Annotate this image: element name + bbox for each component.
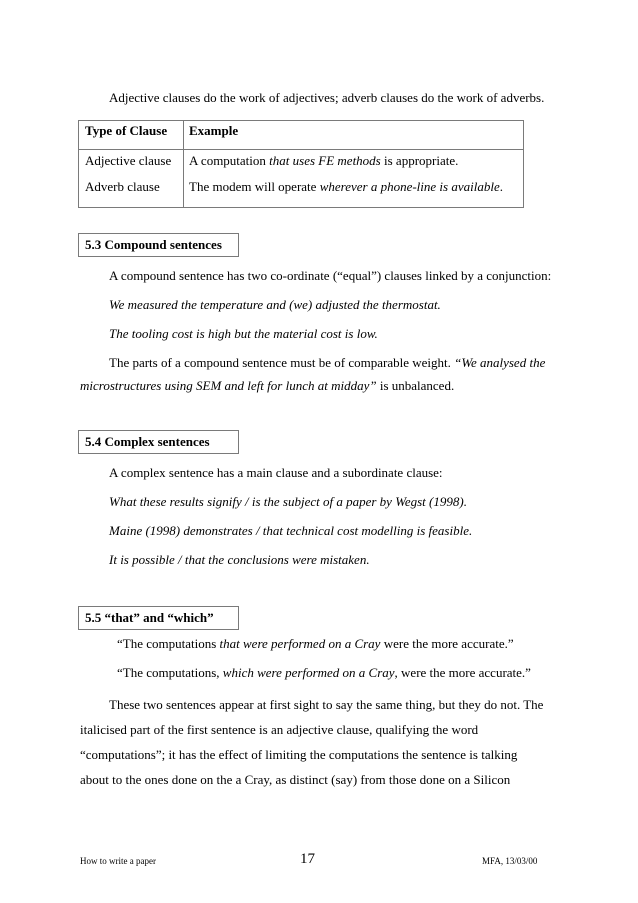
table-cell-example: The modem will operate wherever a phone-line is available.	[189, 179, 503, 194]
paragraph-line: “computations”; it has the effect of limiting the computations the sentence is talking	[80, 747, 518, 762]
intro-text: Adjective clauses do the work of adjectives; adverb clauses do the work of adverbs.	[109, 90, 545, 105]
table-column-divider	[183, 121, 184, 207]
table-header-divider	[79, 149, 523, 150]
table-cell-example: A computation that uses FE methods is appropriate.	[189, 153, 459, 168]
paragraph-line: about to the ones done on the a Cray, as distinct (say) from those done on a Silicon	[80, 772, 511, 787]
table-header-example: Example	[189, 123, 239, 138]
section-heading-5-5: 5.5 “that” and “which”	[78, 606, 239, 630]
example-sentence: We measured the temperature and (we) adjusted the thermostat.	[109, 297, 441, 312]
section-heading-5-4: 5.4 Complex sentences	[78, 430, 239, 454]
table-cell-type: Adverb clause	[85, 179, 160, 194]
footer-author-date: MFA, 13/03/00	[482, 856, 538, 866]
paragraph-line: microstructures using SEM and left for lunch at midday” is unbalanced.	[80, 378, 455, 393]
quoted-sentence: “The computations that were performed on a Cray were the more accurate.”	[117, 636, 514, 651]
page-number: 17	[300, 851, 315, 867]
example-sentence: Maine (1998) demonstrates / that technical cost modelling is feasible.	[109, 523, 473, 538]
table-header-type: Type of Clause	[85, 123, 168, 138]
clause-table	[78, 120, 524, 208]
footer-title: How to write a paper	[80, 856, 156, 866]
example-sentence: It is possible / that the conclusions were mistaken.	[109, 552, 370, 567]
section-heading-5-3: 5.3 Compound sentences	[78, 233, 239, 257]
table-cell-type: Adjective clause	[85, 153, 172, 168]
quoted-sentence: “The computations, which were performed on a Cray, were the more accurate.”	[117, 665, 531, 680]
paragraph-line: A complex sentence has a main clause and a subordinate clause:	[109, 465, 443, 480]
paragraph-line: The parts of a compound sentence must be of comparable weight. “We analysed the	[109, 355, 546, 370]
paragraph-line: These two sentences appear at first sight to say the same thing, but they do not. The	[109, 697, 544, 712]
example-sentence: What these results signify / is the subject of a paper by Wegst (1998).	[109, 494, 467, 509]
example-sentence: The tooling cost is high but the material cost is low.	[109, 326, 378, 341]
paragraph-line: A compound sentence has two co-ordinate (“equal”) clauses linked by a conjunction:	[109, 268, 552, 283]
paragraph-line: italicised part of the first sentence is an adjective clause, qualifying the word	[80, 722, 479, 737]
